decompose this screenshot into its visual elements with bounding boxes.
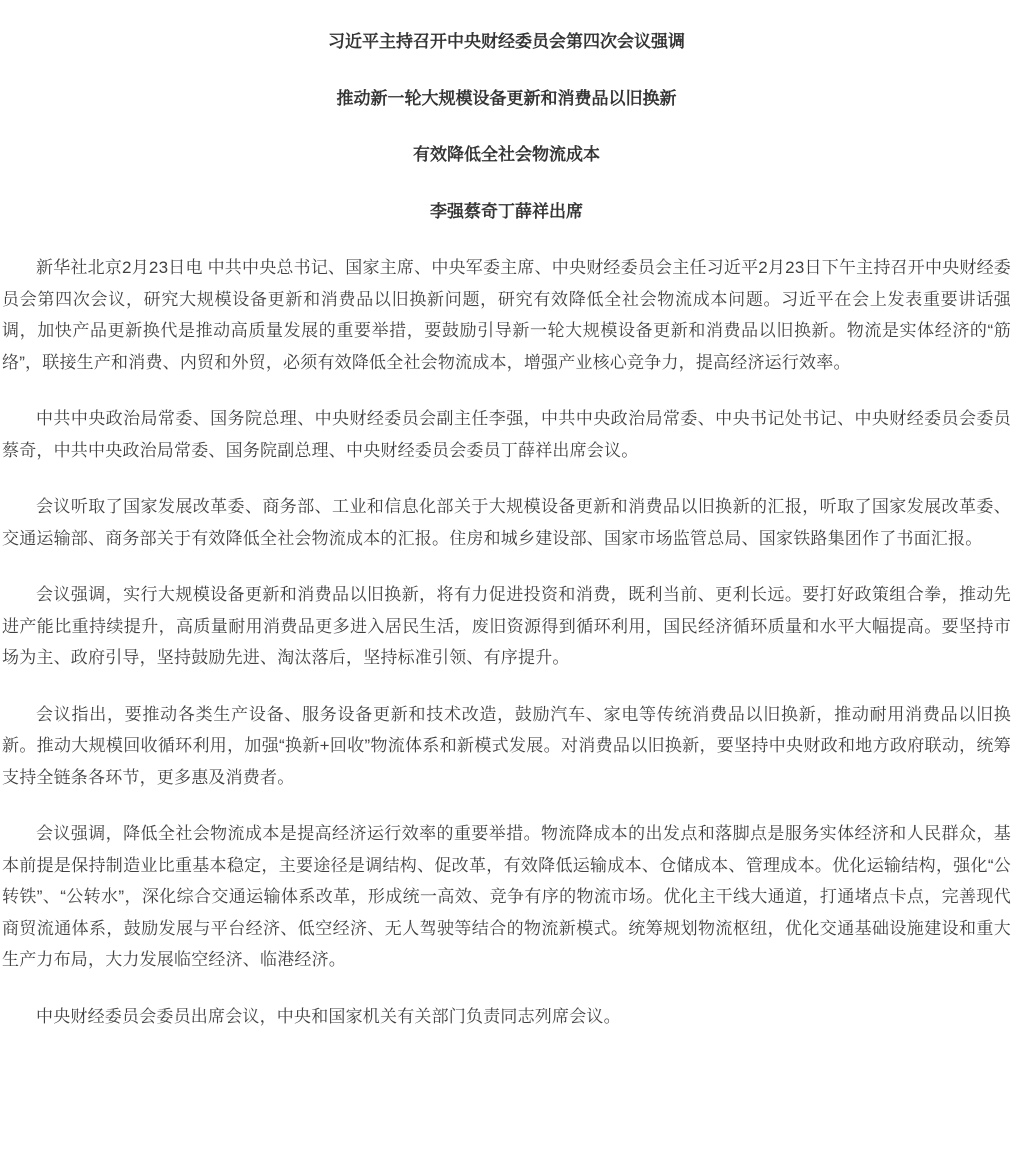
- article-paragraph-2: 中共中央政治局常委、国务院总理、中央财经委员会副主任李强，中共中央政治局常委、中央书记处书记、中央财经委员会委员蔡奇，中共中央政治局常委、国务院副总理、中央财经委员会委员丁薛祥出席会议。: [2, 409, 1011, 460]
- article-title-line-4-attendees: 李强蔡奇丁薛祥出席: [430, 201, 583, 221]
- article-paragraph-6: 会议强调，降低全社会物流成本是提高经济运行效率的重要举措。物流降成本的出发点和落脚点是服务实体经济和人民群众，基本前提是保持制造业比重基本稳定，主要途径是调结构、促改革，有效降低运输成本、仓储成本、管理成本。优化运输结构，强化“公转铁”、“公转水”，深化综合交通运输体系改革，形成统一高效、竞争有序的物流市场。优化主干线大通道，打通堵点卡点，完善现代商贸流通体系，鼓励发展与平台经济、低空经济、无人驾驶等结合的物流新模式。统筹规划物流枢纽，优化交通基础设施建设和重大生产力布局，大力发展临空经济、临港经济。: [2, 824, 1011, 969]
- article-paragraph-7: 中央财经委员会委员出席会议，中央和国家机关有关部门负责同志列席会议。: [36, 1006, 621, 1026]
- article-paragraph-3: 会议听取了国家发展改革委、商务部、工业和信息化部关于大规模设备更新和消费品以旧换新的汇报，听取了国家发展改革委、交通运输部、商务部关于有效降低全社会物流成本的汇报。住房和城乡建设部、国家市场监管总局、国家铁路集团作了书面汇报。: [2, 497, 1011, 548]
- article-title-line-1: 习近平主持召开中央财经委员会第四次会议强调: [328, 32, 685, 51]
- article-paragraph-5: 会议指出，要推动各类生产设备、服务设备更新和技术改造，鼓励汽车、家电等传统消费品以旧换新，推动耐用消费品以旧换新。推动大规模回收循环利用，加强“换新+回收”物流体系和新模式发展。对消费品以旧换新，要坚持中央财政和地方政府联动，统筹支持全链条各环节，更多惠及消费者。: [2, 704, 1011, 787]
- article-title-line-3: 有效降低全社会物流成本: [413, 145, 600, 164]
- article-title-line-2: 推动新一轮大规模设备更新和消费品以旧换新: [336, 88, 677, 108]
- article-paragraph-4: 会议强调，实行大规模设备更新和消费品以旧换新，将有力促进投资和消费，既利当前、更利长远。要打好政策组合拳，推动先进产能比重持续提升，高质量耐用消费品更多进入居民生活，废旧资源得到循环利用，国民经济循环质量和水平大幅提高。要坚持市场为主、政府引导，坚持鼓励先进、淘汰落后，坚持标准引领、有序提升。: [2, 585, 1011, 667]
- article-paragraph-1: 新华社北京2月23日电 中共中央总书记、国家主席、中央军委主席、中央财经委员会主任习近平2月23日下午主持召开中央财经委员会第四次会议，研究大规模设备更新和消费品以旧换新问题，研究有效降低全社会物流成本问题。习近平在会上发表重要讲话强调，加快产品更新换代是推动高质量发展的重要举措，要鼓励引导新一轮大规模设备更新和消费品以旧换新。物流是实体经济的“筋络”，联接生产和消费、内贸和外贸，必须有效降低全社会物流成本，增强产业核心竞争力，提高经济运行效率。: [2, 258, 1011, 372]
